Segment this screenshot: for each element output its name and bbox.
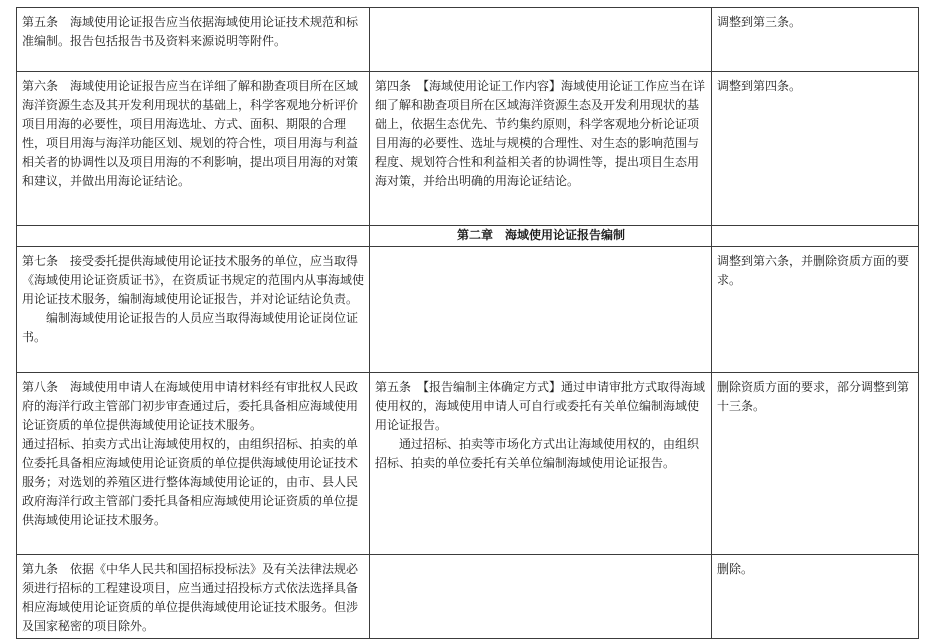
chapter-blank-cell	[712, 226, 919, 247]
old-article-text: 编制海域使用论证报告的人员应当取得海域使用论证岗位证书。	[22, 311, 359, 344]
old-article-cell	[17, 555, 370, 639]
note-cell	[712, 8, 919, 72]
new-article-text: 第四条 【海域使用论证工作内容】海域使用论证工作应当在详细了解和勘查项目所在区域海洋资源生态及开发利用现状的基础上，依据生态优先、节约集约原则，科学客观地分析论证项目用海的必要性、选址与规模的合理性、对生态的影响范围与程度、规划符合性和利益相关者的协调性等，提出项目生态用海对策，并给出明确的用海论证结论。	[375, 79, 706, 188]
table-row	[17, 72, 919, 226]
note-text: 调整到第四条。	[717, 79, 802, 93]
chapter-row	[17, 226, 919, 247]
chapter-blank-cell	[17, 226, 370, 247]
new-article-cell	[370, 373, 712, 555]
new-article-text: 通过招标、拍卖等市场化方式出让海域使用权的，由组织招标、拍卖的单位委托有关单位编制海域使用论证报告。	[375, 437, 700, 470]
old-article-text: 第九条 依据《中华人民共和国招标投标法》及有关法律法规必须进行招标的工程建设项目，应当通过招投标方式依法选择具备相应海域使用论证资质的单位提供海域使用论证技术服务。但涉及国家秘密的项目除外。	[22, 562, 359, 633]
new-article-cell	[370, 72, 712, 226]
table-row	[17, 555, 919, 639]
note-cell	[712, 373, 919, 555]
new-article-cell	[370, 247, 712, 373]
comparison-table	[16, 7, 919, 639]
new-article-cell	[370, 555, 712, 639]
old-article-cell	[17, 247, 370, 373]
old-article-text: 第五条 海域使用论证报告应当依据海域使用论证技术规范和标准编制。报告包括报告书及资料来源说明等附件。	[22, 15, 359, 48]
table-row	[17, 247, 919, 373]
new-article-cell	[370, 8, 712, 72]
note-cell	[712, 555, 919, 639]
note-cell	[712, 72, 919, 226]
chapter-heading: 第二章 海域使用论证报告编制	[370, 226, 712, 247]
old-article-text: 第八条 海域使用申请人在海域使用申请材料经有审批权人民政府的海洋行政主管部门初步审查通过后，委托具备相应海域使用论证资质的单位提供海域使用论证技术服务。	[22, 380, 359, 432]
old-article-cell	[17, 72, 370, 226]
table-row	[17, 373, 919, 555]
note-cell	[712, 247, 919, 373]
old-article-text: 第七条 接受委托提供海域使用论证技术服务的单位，应当取得《海域使用论证资质证书》，在资质证书规定的范围内从事海域使用论证技术服务，编制海域使用论证报告，并对论证结论负责。	[22, 254, 365, 306]
old-article-cell	[17, 373, 370, 555]
note-text: 删除。	[717, 562, 754, 576]
table-row	[17, 8, 919, 72]
old-article-text: 第六条 海域使用论证报告应当在详细了解和勘查项目所在区域海洋资源生态及其开发利用现状的基础上，科学客观地分析评价项目用海的必要性，项目用海选址、方式、面积、期限的合理性，项目用海与海洋功能区划、规划的符合性，项目用海与利益相关者的协调性以及项目用海的不利影响，提出项目用海的对策和建议，并做出用海论证结论。	[22, 79, 359, 188]
old-article-cell	[17, 8, 370, 72]
note-text: 调整到第三条。	[717, 15, 802, 29]
note-text: 删除资质方面的要求，部分调整到第十三条。	[717, 380, 910, 413]
note-text: 调整到第六条，并删除资质方面的要求。	[717, 254, 910, 287]
old-article-text: 通过招标、拍卖方式出让海域使用权的，由组织招标、拍卖的单位委托具备相应海域使用论证资质的单位提供海域使用论证技术服务；对选划的养殖区进行整体海域使用论证的，由市、县人民政府海洋行政主管部门委托具备相应海域使用论证资质的单位提供海域使用论证技术服务。	[22, 437, 359, 527]
new-article-text: 第五条 【报告编制主体确定方式】通过申请审批方式取得海域使用权的，海域使用申请人可自行或委托有关单位编制海域使用论证报告。	[375, 380, 706, 432]
